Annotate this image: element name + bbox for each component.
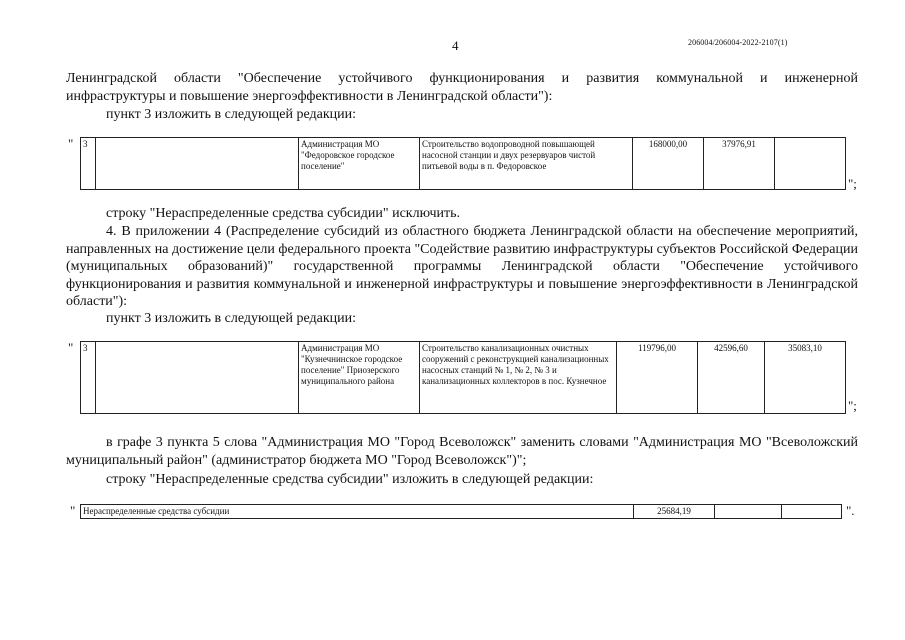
table-1-object: Строительство водопроводной повышающей насосной станции и двух резервуаров чистой питьевой воды в п. Федоровское	[420, 138, 633, 190]
table-1-value-1: 168000,00	[633, 138, 704, 190]
table-3	[80, 504, 842, 519]
paragraph-4-text: 4. В приложении 4 (Распределение субсидий из областного бюджета Ленинградской области на обеспечение мероприятий, направленных на достижение цели федерального проекта "Содействие развитию инфраструктуры субъектов Российской Федерации (муниципальных образований)" государственной программы Ленинградской области "Обеспечение устойчивого функционирования и развития коммунальной и инженерной инфраструктуры и повышение энергоэффективности в Ленинградской области"):	[66, 224, 858, 309]
table-3-label: Нераспределенные средства субсидии	[81, 505, 634, 519]
table-3-value-3	[782, 505, 842, 519]
table-1-value-3	[775, 138, 846, 190]
table-3-close-quote: ".	[846, 503, 855, 518]
paragraph-2: пункт 3 изложить в следующей редакции:	[106, 107, 356, 122]
paragraph-3: строку "Нераспределенные средства субсидии" исключить.	[106, 206, 461, 221]
table-2-num: 3	[81, 342, 96, 414]
paragraph-1-line-2: инфраструктуры и повышение энергоэффективности в Ленинградской области"):	[66, 88, 553, 104]
paragraph-1-line-1: Ленинградской области "Обеспечение устойчивого функционирования и развития коммунальной и инженерной	[66, 71, 858, 86]
paragraph-4	[66, 223, 858, 311]
table-2-empty	[96, 342, 299, 414]
paragraph-7: строку "Нераспределенные средства субсидии" изложить в следующей редакции:	[106, 472, 594, 487]
table-2-open-quote: "	[68, 340, 74, 355]
table-3-value-1: 25684,19	[634, 505, 715, 519]
table-1-close-quote: ";	[848, 176, 857, 191]
table-row	[81, 138, 846, 190]
table-2-close-quote: ";	[848, 398, 857, 413]
table-1	[80, 137, 846, 190]
table-1-admin: Администрация МО "Федоровское городское поселение"	[299, 138, 420, 190]
table-2-object: Строительство канализационных очистных сооружений с реконструкцией канализационных насосных станций № 1, № 2, № 3 и канализационных коллекторов в пос. Кузнечное	[420, 342, 617, 414]
paragraph-5: пункт 3 изложить в следующей редакции:	[106, 311, 356, 326]
table-2-value-3: 35083,10	[765, 342, 846, 414]
table-1-num: 3	[81, 138, 96, 190]
table-1-value-2: 37976,91	[704, 138, 775, 190]
table-3-value-2	[715, 505, 782, 519]
table-1-open-quote: "	[68, 136, 74, 151]
table-1-empty	[96, 138, 299, 190]
paragraph-6	[66, 434, 858, 469]
table-row	[81, 342, 846, 414]
table-2-value-2: 42596,60	[698, 342, 765, 414]
paragraph-1	[66, 70, 858, 105]
table-2	[80, 341, 846, 414]
page-number: 4	[452, 38, 459, 53]
paragraph-6-text: в графе 3 пункта 5 слова "Администрация МО "Город Всеволожск" заменить словами "Администрация МО "Всеволожский муниципальный район" (администратор бюджета МО "Город Всеволожск")";	[66, 435, 858, 468]
table-2-admin: Администрация МО "Кузнечнинское городское поселение" Приозерского муниципального района	[299, 342, 420, 414]
table-2-value-1: 119796,00	[617, 342, 698, 414]
document-id: 206004/206004-2022-2107(1)	[688, 38, 788, 47]
table-3-open-quote: "	[70, 503, 76, 518]
table-row	[81, 505, 842, 519]
